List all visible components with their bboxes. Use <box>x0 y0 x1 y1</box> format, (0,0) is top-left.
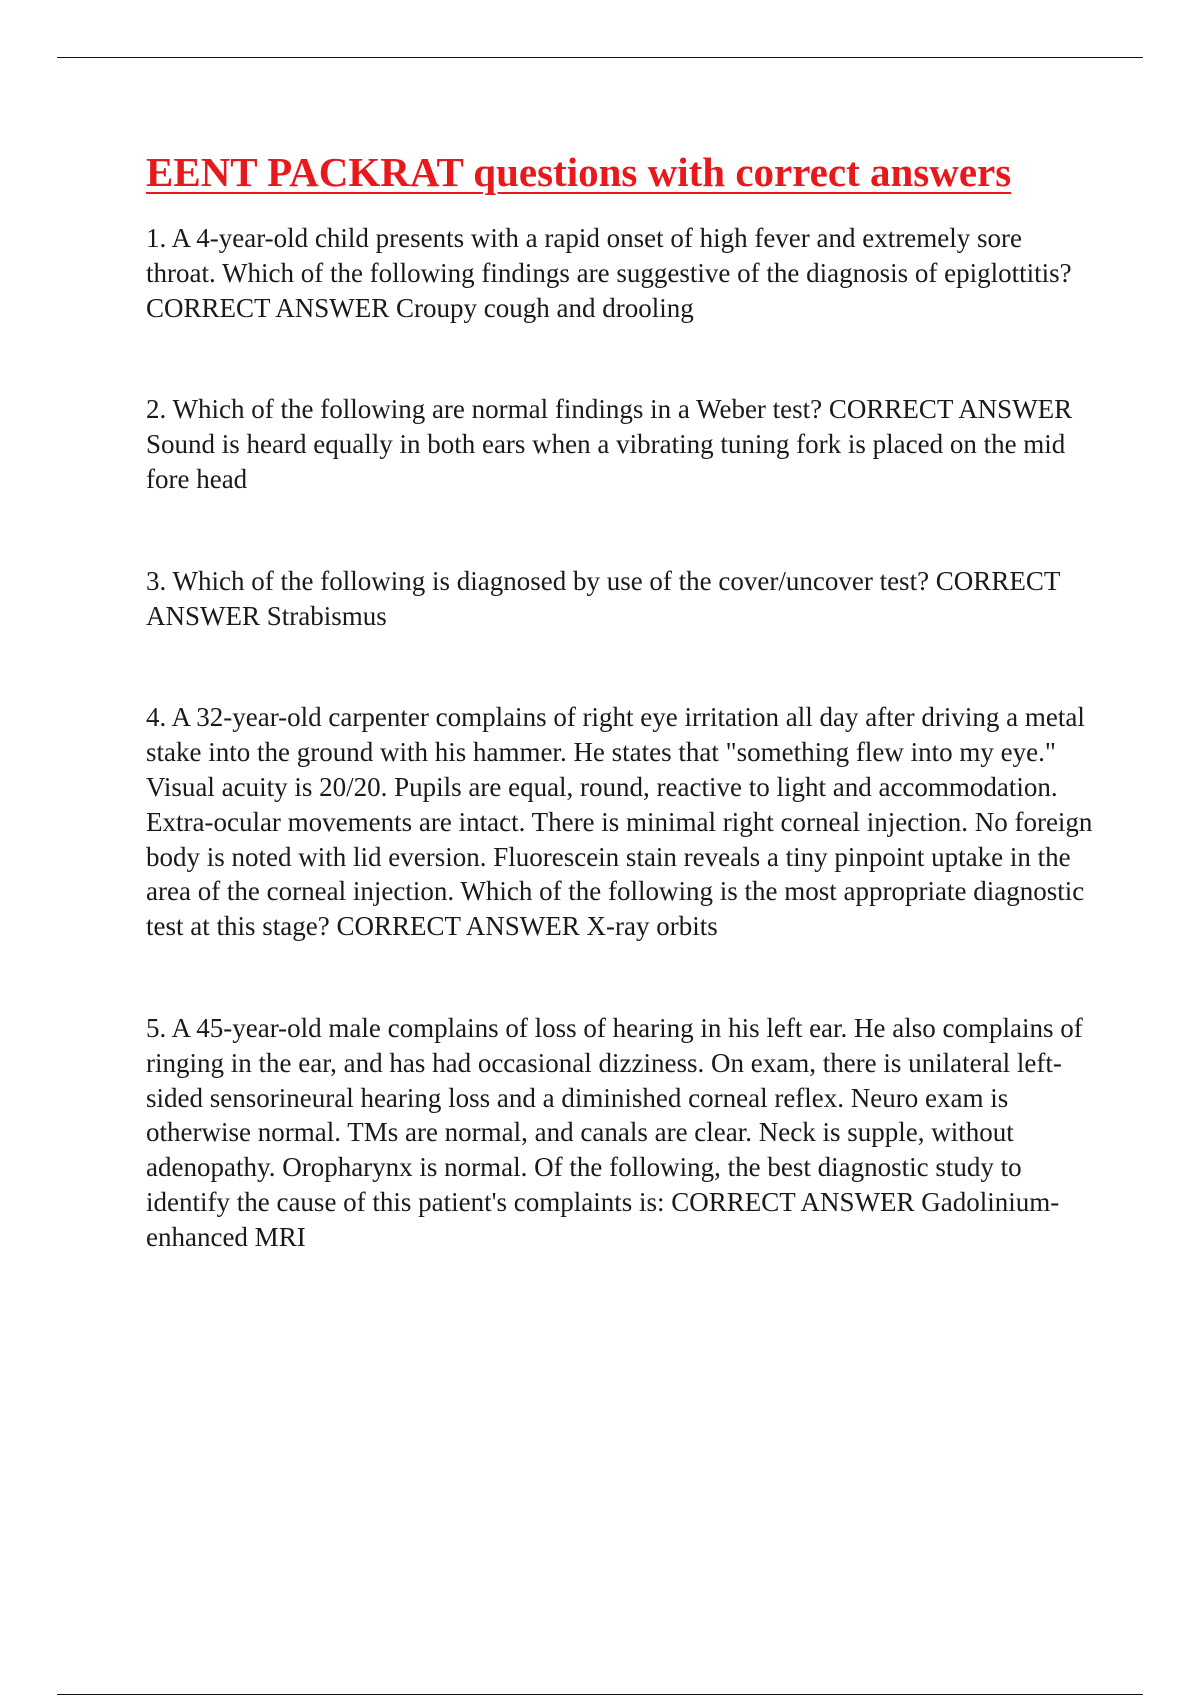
footer-rule <box>57 1694 1143 1695</box>
question-3: 3. Which of the following is diagnosed by use of the cover/uncover test? CORRECT ANSWER Strabismus <box>146 565 1060 631</box>
question-1: 1. A 4-year-old child presents with a rapid onset of high fever and extremely sore throat. Which of the following findings are suggestive of the diagnosis of epiglottitis? CORRECT ANSWER Croupy cough and drooling <box>146 223 1072 323</box>
question-2: 2. Which of the following are normal findings in a Weber test? CORRECT ANSWER Sound is heard equally in both ears when a vibrating tuning fork is placed on the mid fore head <box>146 394 1073 494</box>
document-body <box>146 144 1096 1255</box>
question-4: 4. A 32-year-old carpenter complains of right eye irritation all day after driving a metal stake into the ground with his hammer. He states that "something flew into my eye." Visual acuity is 20/20. Pupils are equal, round, reactive to light and accommodation. Extra-ocular movements are intact. There is minimal right corneal injection. No foreign body is noted with lid eversion. Fluorescein stain reveals a tiny pinpoint uptake in the area of the corneal injection. Which of the following is the most appropriate diagnostic test at this stage? CORRECT ANSWER X-ray orbits <box>146 702 1093 942</box>
document-title: EENT PACKRAT questions with correct answers <box>146 149 1012 195</box>
question-5: 5. A 45-year-old male complains of loss of hearing in his left ear. He also complains of ringing in the ear, and has had occasional dizziness. On exam, there is unilateral left- sided sensorineural hearing loss and a diminished corneal reflex. Neuro exam is otherwise normal. TMs are normal, and canals are clear. Neck is supple, without adenopathy. Oropharynx is normal. Of the following, the best diagnostic study to identify the cause of this patient's complaints is: CORRECT ANSWER Gadolinium-enhanced MRI <box>146 1012 1083 1252</box>
header-rule <box>57 57 1143 58</box>
